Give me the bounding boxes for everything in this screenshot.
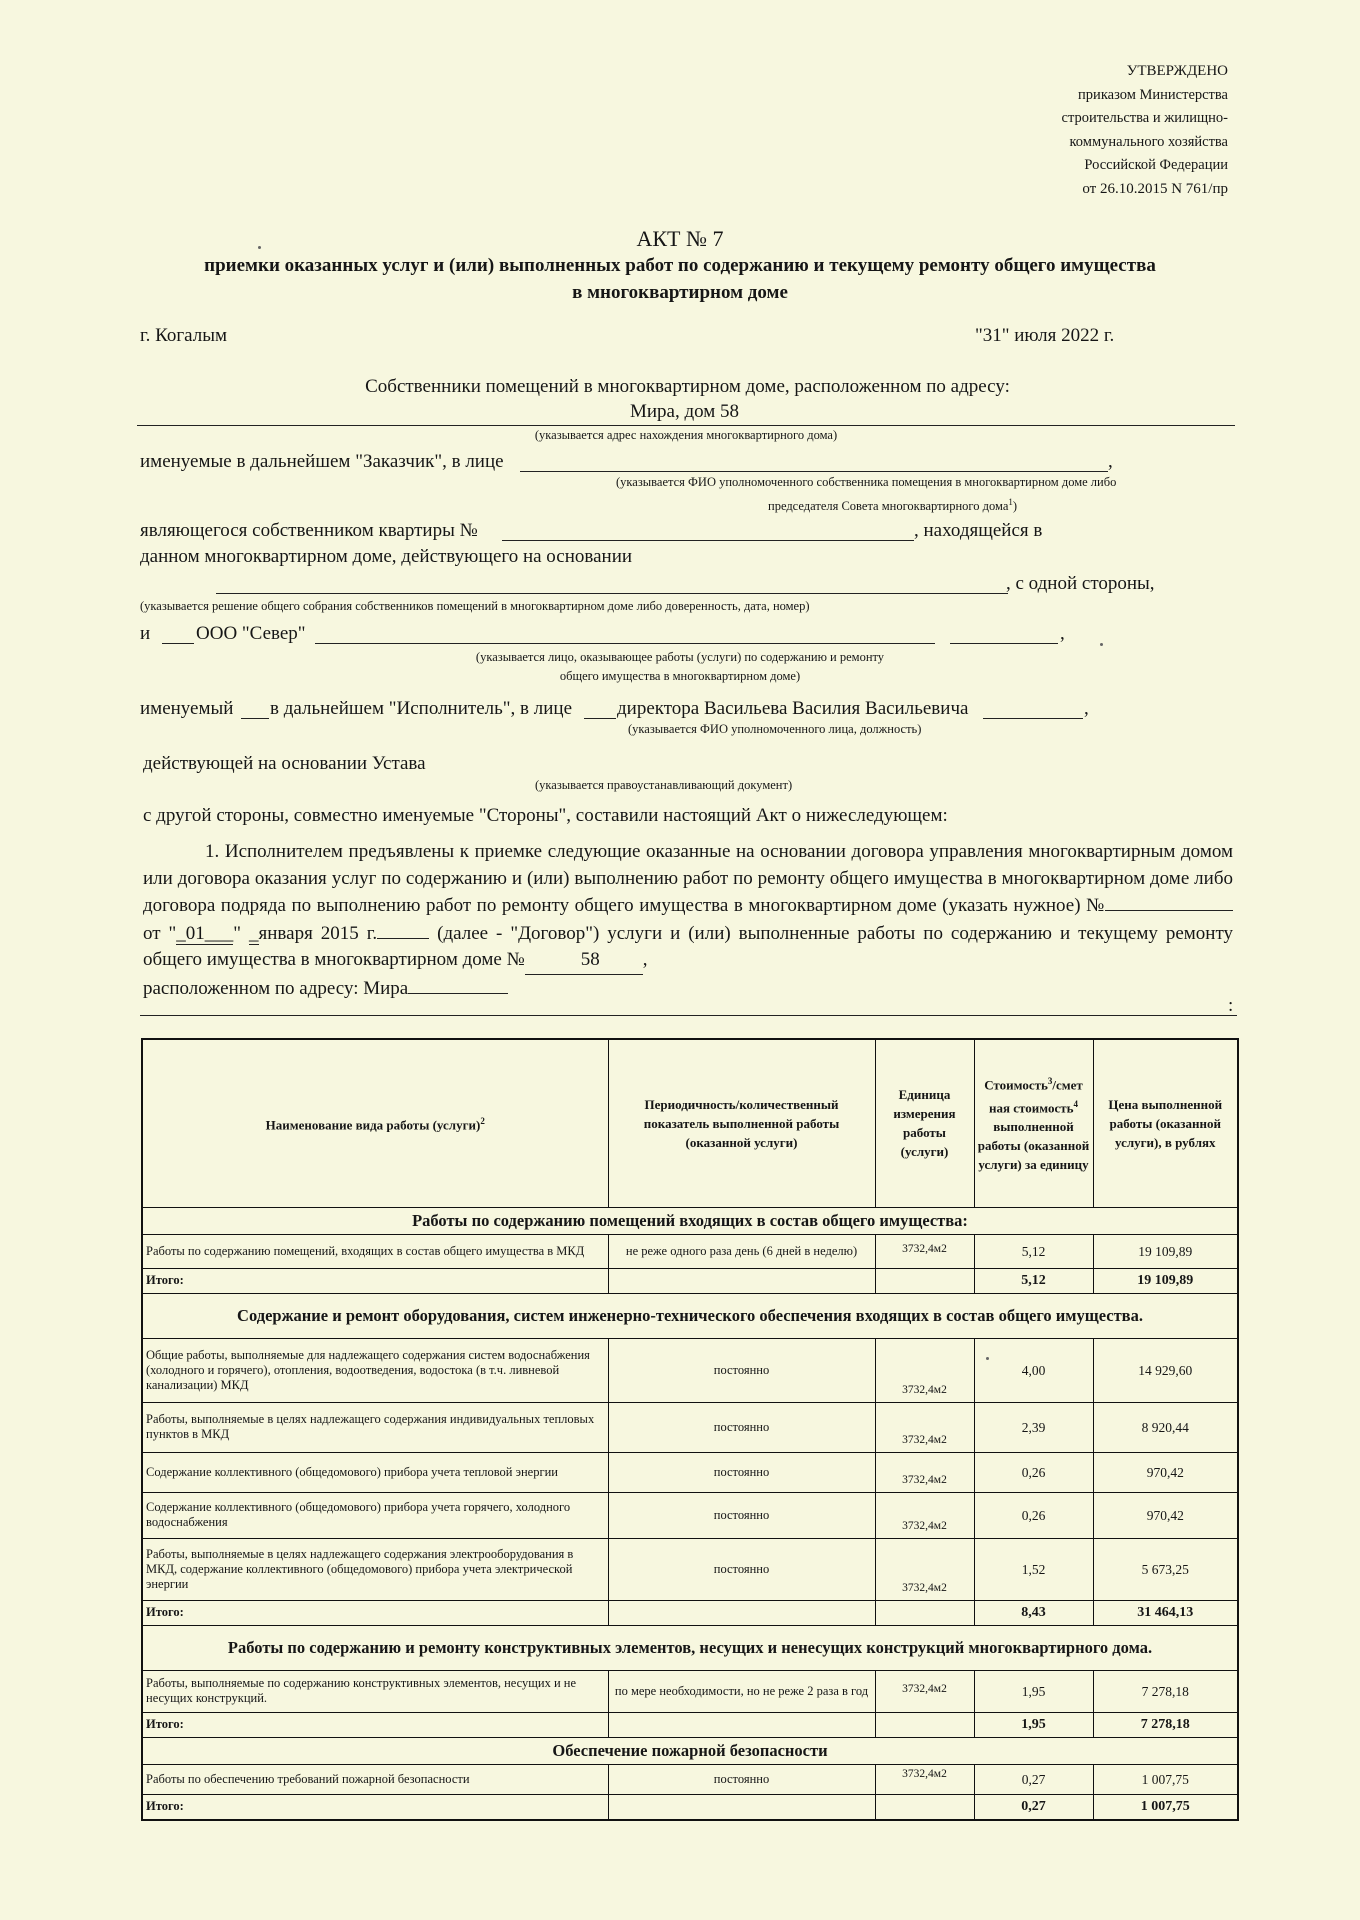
cell-cost: 2,39: [974, 1402, 1093, 1452]
contractor-blank-2: [950, 643, 1058, 644]
other-side: с другой стороны, совместно именуемые "Стороны", составили настоящий Акт о нижеследующем:: [143, 805, 948, 826]
total-price: 19 109,89: [1093, 1268, 1238, 1293]
header-unit: Единица измерения работы (услуги): [875, 1039, 974, 1207]
total-label: Итого:: [142, 1268, 608, 1293]
cell-cost: 0,26: [974, 1492, 1093, 1538]
address-line: [137, 425, 1235, 426]
apartment-blank: [502, 540, 914, 541]
scan-speck: [986, 1357, 989, 1360]
cell-unit: 3732,4м2: [875, 1452, 974, 1492]
cell-cost: 1,95: [974, 1670, 1093, 1712]
clause-1: 1. Исполнителем предъявлены к приемке следующие оказанные на основании договора управления многоквартирным домом или договора оказания услуг по содержанию и (или) выполнению работ по ремонту общего имущества в многоквартирном доме либо договора подряда по выполнению работ по ремонту общего имущества в многоквартирном доме (указать нужное) № от "_01___" _января 2015 г. (далее - "Договор") услуги и (или) выполненные работы по содержанию и текущему ремонту общего имущества в многоквартирном доме № 58 , расположенном по адресу: Мира: [143, 841, 1234, 999]
basis-label: данном многоквартирном доме, действующего на основании: [140, 546, 633, 567]
total-cost: 1,95: [974, 1712, 1093, 1737]
cell-cost: 5,12: [974, 1234, 1093, 1268]
cell-unit: 3732,4м2: [875, 1538, 974, 1600]
table-row: [142, 1764, 1238, 1794]
cell-price: 970,42: [1093, 1452, 1238, 1492]
cell-unit: 3732,4м2: [875, 1492, 974, 1538]
owner-label: являющегося собственником квартиры №: [140, 520, 478, 541]
header-cost: Стоимость$^3$/смет ная стоимость$^4$ выполненной работы (оказанной услуги) за единицу: [974, 1039, 1093, 1207]
approval-line: от 26.10.2015 N 761/пр: [1082, 180, 1228, 197]
cell-period: постоянно: [608, 1452, 875, 1492]
contract-month-year: января 2015 г.: [258, 922, 378, 944]
cell-price: 8 920,44: [1093, 1402, 1238, 1452]
acting-note: (указывается правоустанавливающий документ): [535, 778, 793, 792]
services-table: [141, 1038, 1239, 1821]
cell-period: постоянно: [608, 1538, 875, 1600]
cell-cost: 4,00: [974, 1338, 1093, 1402]
header-period: Периодичность/количественный показатель выполненной работы (оказанной услуги): [608, 1039, 875, 1207]
approval-line: коммунального хозяйства: [1069, 133, 1228, 150]
cell-unit: 3732,4м2: [875, 1670, 974, 1712]
address-field: [137, 401, 1232, 427]
contract-day: 01: [185, 922, 205, 944]
address-note: (указывается адрес нахождения многоквартирного дома): [534, 428, 838, 442]
table-row: [142, 1492, 1238, 1538]
address-continuation-line: [140, 1015, 1237, 1016]
contractor-blank: [315, 643, 935, 644]
act-subtitle: приемки оказанных услуг и (или) выполненных работ по содержанию и текущему ремонту общего имущества: [204, 255, 1156, 276]
cell-cost: 1,52: [974, 1538, 1093, 1600]
cell-name: Работы, выполняемые по содержанию конструктивных элементов, несущих и не несущих конструкций.: [142, 1670, 608, 1712]
total-cost: 5,12: [974, 1268, 1093, 1293]
section-row: [142, 1293, 1238, 1338]
cell-name: Содержание коллективного (общедомового) прибора учета горячего, холодного водоснабжения: [142, 1492, 608, 1538]
cell-unit: 3732,4м2: [875, 1338, 974, 1402]
table-row: [142, 1402, 1238, 1452]
cell-unit: 3732,4м2: [875, 1764, 974, 1794]
table-row: [142, 1338, 1238, 1402]
customer-comma: ,: [1108, 451, 1113, 472]
cell-period: постоянно: [608, 1338, 875, 1402]
section-row: [142, 1737, 1238, 1764]
customer-note-2: председателя Совета многоквартирного дома$^1$): [768, 497, 1018, 514]
total-row: [142, 1794, 1238, 1820]
total-cost: 8,43: [974, 1600, 1093, 1625]
customer-label: именуемые в дальнейшем "Заказчик", в лице: [140, 451, 504, 472]
cell-price: 14 929,60: [1093, 1338, 1238, 1402]
act-title: АКТ № 7: [636, 226, 724, 251]
section-row: [142, 1207, 1238, 1234]
cell-price: 19 109,89: [1093, 1234, 1238, 1268]
table-row: [142, 1538, 1238, 1600]
cell-period: постоянно: [608, 1492, 875, 1538]
cell-price: 5 673,25: [1093, 1538, 1238, 1600]
total-label: Итого:: [142, 1600, 608, 1625]
customer-blank: [520, 471, 1108, 472]
cell-name: Работы по содержанию помещений, входящих в состав общего имущества в МКД: [142, 1234, 608, 1268]
table-row: [142, 1452, 1238, 1492]
total-row: [142, 1268, 1238, 1293]
section-title: Работы по содержанию помещений входящих в состав общего имущества:: [142, 1207, 1238, 1234]
table-row: [142, 1670, 1238, 1712]
approval-title: УТВЕРЖДЕНО: [1126, 63, 1228, 79]
acting-on: действующей на основании Устава: [143, 753, 426, 774]
cell-cost: 0,27: [974, 1764, 1093, 1794]
approval-line: Российской Федерации: [1084, 157, 1228, 173]
contractor-name: ООО "Север": [196, 623, 306, 644]
scan-speck: [1100, 643, 1103, 646]
act-date: "31" июля 2022 г.: [975, 325, 1115, 346]
table-header-row: [142, 1039, 1238, 1207]
executor-note: (указывается ФИО уполномоченного лица, должность): [628, 722, 922, 736]
cell-price: 1 007,75: [1093, 1764, 1238, 1794]
executor-label: именуемый: [140, 698, 234, 719]
cell-period: постоянно: [608, 1402, 875, 1452]
section-title: Работы по содержанию и ремонту конструктивных элементов, несущих и ненесущих конструкций многоквартирного дома.: [142, 1625, 1238, 1670]
act-subtitle-2: в многоквартирном доме: [572, 282, 788, 303]
contract-number-blank: [1105, 892, 1233, 911]
total-cost: 0,27: [974, 1794, 1093, 1820]
cell-unit: 3732,4м2: [875, 1234, 974, 1268]
total-row: [142, 1712, 1238, 1737]
total-price: 31 464,13: [1093, 1600, 1238, 1625]
total-price: 1 007,75: [1093, 1794, 1238, 1820]
house-number: 58: [580, 949, 600, 970]
cell-name: Работы, выполняемые в целях надлежащего содержания индивидуальных тепловых пунктов в МКД: [142, 1402, 608, 1452]
executor-blank-2: [584, 718, 616, 719]
address-value: Мира, дом 58: [629, 401, 740, 422]
cell-period: по мере необходимости, но не реже 2 раза в год: [608, 1670, 875, 1712]
section-title: Содержание и ремонт оборудования, систем инженерно-технического обеспечения входящих в состав общего имущества.: [142, 1293, 1238, 1338]
one-side: , с одной стороны,: [1006, 573, 1155, 594]
cell-name: Содержание коллективного (общедомового) прибора учета тепловой энергии: [142, 1452, 608, 1492]
cell-name: Работы по обеспечению требований пожарной безопасности: [142, 1764, 608, 1794]
table-row: [142, 1234, 1238, 1268]
customer-note: (указывается ФИО уполномоченного собственника помещения в многоквартирном доме либо: [616, 475, 1117, 489]
cell-price: 970,42: [1093, 1492, 1238, 1538]
executor-comma: ,: [1084, 698, 1089, 719]
cell-period: не реже одного раза день (6 дней в неделю): [608, 1234, 875, 1268]
total-row: [142, 1600, 1238, 1625]
contractor-note: (указывается лицо, оказывающее работы (услуги) по содержанию и ремонту: [475, 650, 885, 664]
cell-name: Общие работы, выполняемые для надлежащего содержания систем водоснабжения (холодного и горячего), отопления, водоотведения, водостока (в т.ч. ливневой канализации) МКД: [142, 1338, 608, 1402]
cell-period: постоянно: [608, 1764, 875, 1794]
executor-blank-3: [983, 718, 1083, 719]
header-price: Цена выполненной работы (оказанной услуги), в рублях: [1093, 1039, 1238, 1207]
section-row: [142, 1625, 1238, 1670]
cell-name: Работы, выполняемые в целях надлежащего содержания электрооборудования в МКД, содержание коллективного (общедомового) прибора учета электрической энергии: [142, 1538, 608, 1600]
executor-person: директора Васильева Василия Васильевича: [617, 698, 969, 719]
approval-line: приказом Министерства: [1078, 86, 1228, 103]
owners-intro: Собственники помещений в многоквартирном доме, расположенном по адресу:: [365, 376, 1010, 397]
basis-note: (указывается решение общего собрания собственников помещений в многоквартирном доме либо доверенность, дата, номер): [140, 599, 810, 613]
scan-speck: [258, 246, 261, 249]
executor-blank-1: [241, 718, 269, 719]
executor-label-2: в дальнейшем "Исполнитель", в лице: [270, 698, 572, 719]
total-label: Итого:: [142, 1794, 608, 1820]
act-city: г. Когалым: [140, 325, 228, 346]
total-label: Итого:: [142, 1712, 608, 1737]
section-title: Обеспечение пожарной безопасности: [142, 1737, 1238, 1764]
cell-price: 7 278,18: [1093, 1670, 1238, 1712]
cell-cost: 0,26: [974, 1452, 1093, 1492]
approval-block: [908, 60, 1228, 201]
clause-address: расположенном по адресу: Мира: [143, 977, 409, 999]
basis-blank: [216, 593, 1008, 594]
total-price: 7 278,18: [1093, 1712, 1238, 1737]
and-prefix: и: [140, 623, 151, 644]
cell-unit: 3732,4м2: [875, 1402, 974, 1452]
clause-colon: :: [1228, 995, 1234, 1016]
header-name: Наименование вида работы (услуги)$^2$: [142, 1039, 608, 1207]
contractor-pre-blank: [162, 643, 194, 644]
owner-label-end: , находящейся в: [914, 520, 1043, 541]
approval-line: строительства и жилищно-: [1061, 110, 1228, 126]
contractor-comma: ,: [1060, 623, 1065, 644]
contractor-note-2: общего имущества в многоквартирном доме): [559, 669, 801, 683]
